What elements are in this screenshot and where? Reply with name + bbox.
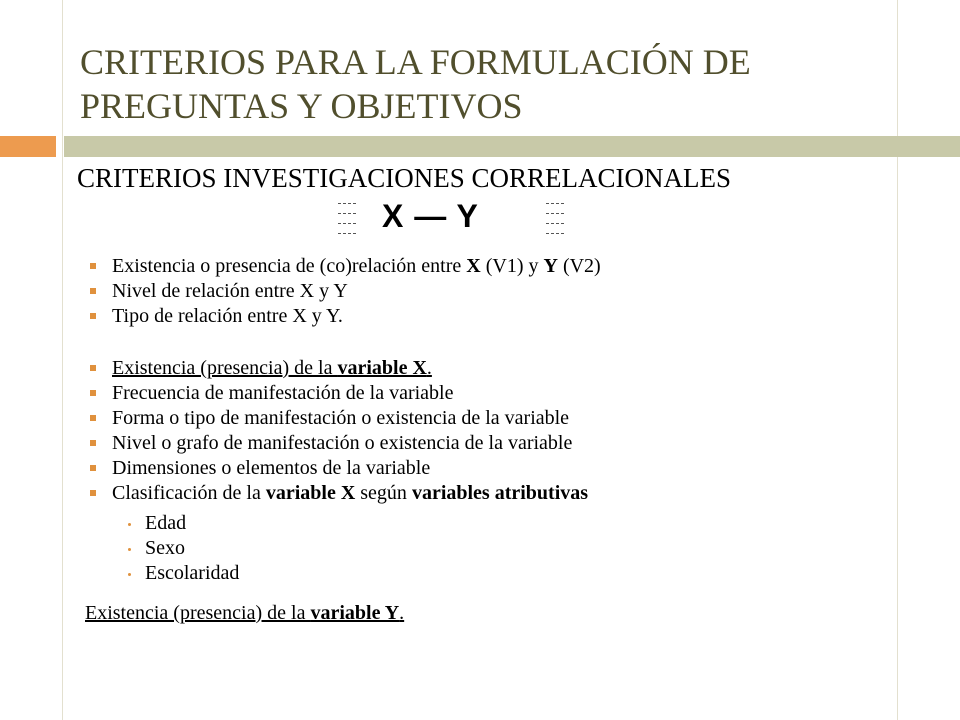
list-item: Nivel o grafo de manifestación o existencia de la variable bbox=[90, 431, 588, 456]
criteria-list-correlation bbox=[90, 254, 601, 329]
accent-bar-orange bbox=[0, 136, 56, 157]
dash-marks-left bbox=[338, 203, 358, 243]
frame-line-left bbox=[62, 0, 63, 720]
criteria-list-variable-x bbox=[90, 356, 588, 506]
list-item: Clasificación de la variable X según variables atributivas bbox=[90, 481, 588, 506]
square-bullet-icon bbox=[90, 365, 96, 371]
square-bullet-icon bbox=[90, 263, 96, 269]
accent-bar-olive bbox=[64, 136, 960, 157]
list-item: Sexo bbox=[128, 536, 239, 561]
list-item: Existencia (presencia) de la variable X. bbox=[90, 356, 588, 381]
dot-bullet-icon bbox=[128, 548, 131, 551]
list-item: Tipo de relación entre X y Y. bbox=[90, 304, 601, 329]
dot-bullet-icon bbox=[128, 523, 131, 526]
square-bullet-icon bbox=[90, 415, 96, 421]
dot-bullet-icon bbox=[128, 573, 131, 576]
list-item: Frecuencia de manifestación de la variable bbox=[90, 381, 588, 406]
formula-text: X — Y bbox=[382, 198, 479, 234]
slide-subtitle: CRITERIOS INVESTIGACIONES CORRELACIONALES bbox=[77, 163, 731, 193]
list-item: Forma o tipo de manifestación o existencia de la variable bbox=[90, 406, 588, 431]
square-bullet-icon bbox=[90, 490, 96, 496]
square-bullet-icon bbox=[90, 440, 96, 446]
attribute-variables-list bbox=[128, 511, 239, 586]
list-item: Existencia o presencia de (co)relación entre X (V1) y Y (V2) bbox=[90, 254, 601, 279]
square-bullet-icon bbox=[90, 465, 96, 471]
list-item: Escolaridad bbox=[128, 561, 239, 586]
slide-title: CRITERIOS PARA LA FORMULACIÓN DE PREGUNTAS Y OBJETIVOS bbox=[80, 42, 751, 126]
formula-x-y bbox=[338, 200, 568, 244]
square-bullet-icon bbox=[90, 288, 96, 294]
list-item: Edad bbox=[128, 511, 239, 536]
variable-y-line: Existencia (presencia) de la variable Y. bbox=[85, 602, 405, 624]
dash-marks-right bbox=[546, 203, 566, 243]
square-bullet-icon bbox=[90, 313, 96, 319]
list-item: Nivel de relación entre X y Y bbox=[90, 279, 601, 304]
list-item: Dimensiones o elementos de la variable bbox=[90, 456, 588, 481]
square-bullet-icon bbox=[90, 390, 96, 396]
